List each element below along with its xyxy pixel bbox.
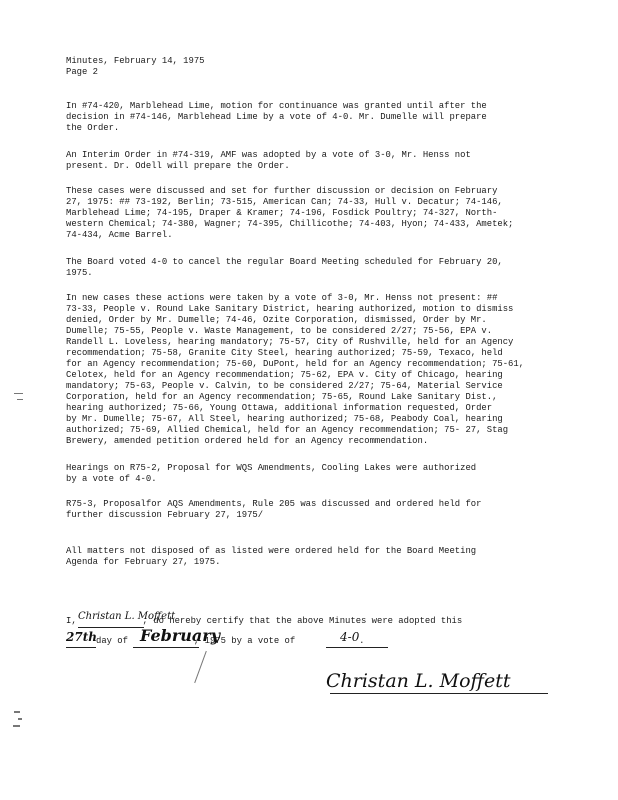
scan-mark — [14, 393, 23, 394]
handwritten-signature: Christan L. Moffett — [326, 670, 511, 692]
name-blank-line — [78, 627, 144, 628]
day-blank-line — [66, 647, 96, 648]
vote-handwritten: 4-0 — [340, 630, 360, 644]
month-handwritten: February — [140, 626, 221, 645]
vote-blank-line — [326, 647, 388, 648]
header-page-number: Page 2 — [66, 67, 98, 77]
certification-line-2: day of , 1975 by a vote of . — [96, 636, 365, 646]
certifier-name-handwritten: Christan L. Moffett — [78, 611, 176, 622]
scan-mark — [14, 711, 20, 713]
header-date: Minutes, February 14, 1975 — [66, 56, 205, 66]
signature-line — [330, 693, 548, 694]
month-blank-line — [133, 647, 199, 648]
scan-mark — [13, 725, 20, 727]
scan-mark — [18, 718, 22, 720]
scan-mark — [17, 399, 23, 400]
pen-stroke — [194, 651, 207, 683]
certification-line-1: I, , do hereby certify that the above Minutes were adopted this — [66, 616, 463, 626]
document-page: Minutes, February 14, 1975 Page 2 In #74-420, Marblehead Lime, motion for continuance was granted until after the decision in #74-146, Marblehead Lime by a vote of 4-0. Mr. Dumelle will prepare the Order. An Interim Order in #74-319, AMF was adopted by a vote of 3-0, Mr. Henss not present. Dr. Odell will prepare the Order. These cases were discussed and set for further discussion or decision on February 27, 1975: ## 73-192, Berlin; 73-515, American Can; 74-33, Hull v. Decatur; 74-146, Marblehead Lime; 74-195, Draper & Kramer; 74-196, Fosdick Poultry; 74-327, North- western Chemical; 74-380, Wagner; 74-395, Chillicothe; 74-403, Hyon; 74-433, Ametek; 74-434, Acme Barrel. The Board voted 4-0 to cancel the regular Board Meeting scheduled for February 20, 1975. In new cases these actions were taken by a vote of 3-0, Mr. Henss not present: ## 73-33, People v. Round Lake Sanitary District, hearing authorized, motion to dismiss denied, Order by Mr. Dumelle; 74-46, Ozite Corporation, dismissed, Order by Mr. Dumelle; 75-55, People v. Waste Management, to be considered 2/27; 75-56, EPA v. Randell L. Loveless, hearing mandatory; 75-57, City of Rushville, held for an Agency recommendation; 75-58, Granite City Steel, hearing authorized; 75-59, Texaco, held for an Agency recommendation; 75-60, DuPont, held for an Agency recommendation; 75-61, Celotex, held for an Agency recommendation; 75-62, EPA v. City of Chicago, hearing mandatory; 75-63, People v. Calvin, to be considered 2/27; 75-64, Material Service Corporation, held for an Agency recommendation; 75-65, Round Lake Sanitary Dist., hearing authorized; 75-66, Young Ottawa, additional information requested, Order by Mr. Dumelle; 75-67, All Steel, hearing authorized; 75-68, Peabody Coal, hearing authorized; 75-69, Allied Chemical, held for an Agency recommendation; 75- 27, Stag Brewery, amended petition ordered held for an Agency recommendation. Hearings on R75-2, Proposal for WQS Amendments, Cooling Lakes were authorized by a vote of 4-0. R75-3, Proposalfor AQS Amendments, Rule 205 was discussed and ordered held for further discussion February 27, 1975/ All matters not disposed of as listed were ordered held for the Board Meeting Agenda for February 27, 1975. I, , do hereby certify that the above Minutes were adopted this Christan L. Moffett day of , 1975 by a vote of . 27th February 4-0 Christan L. Moffett — [0, 0, 618, 800]
day-handwritten: 27th — [66, 630, 97, 644]
